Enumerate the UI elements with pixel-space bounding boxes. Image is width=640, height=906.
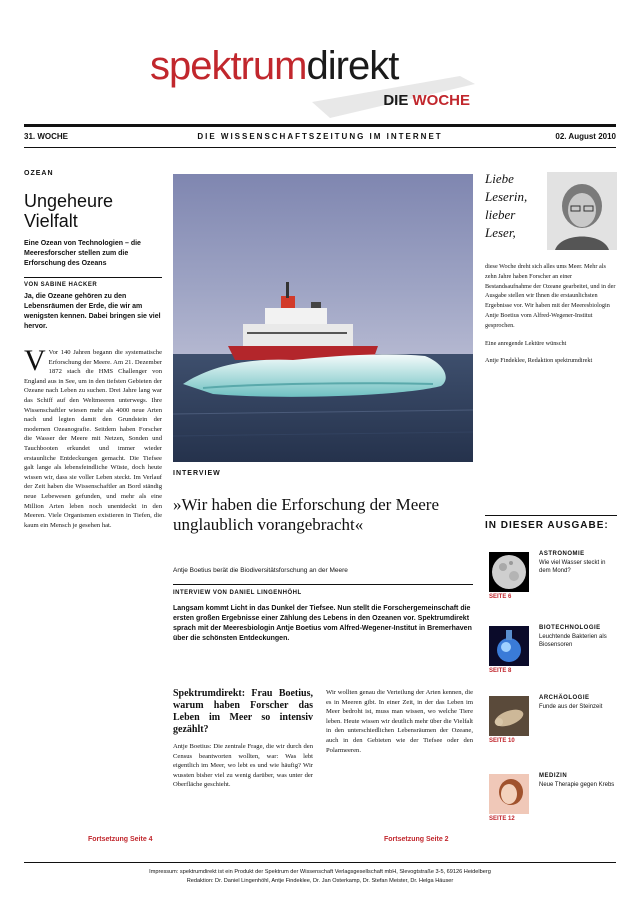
toc-item-title: MEDIZIN (539, 773, 568, 779)
toc-item-desc: Leuchtende Bakterien als Biosensoren (539, 633, 607, 648)
editorial-signature: Antje Findeklee, Redaktion spektrumdirekt (485, 357, 593, 365)
masthead-tagline: DIE WISSENSCHAFTSZEITUNG IM INTERNET (197, 132, 443, 141)
toc-item[interactable] (485, 770, 617, 822)
toc-item-desc: Neue Therapie gegen Krebs (539, 781, 615, 788)
interview-lead: Langsam kommt Licht in das Dunkel der Tiefsee. Nun stellt die Forschergemeinschaft die ersten großen Ergebnisse einer Zählung des Lebens in den Ozeanen vor. Spektrumdirekt sprach mit der Meeresbiologin Antje Boetius vom Alfred-Wegener-Institut in Bremerhaven über die schönsten Entdeckungen. (173, 605, 472, 642)
masthead-underline (24, 147, 616, 148)
editor-portrait (547, 172, 617, 250)
brand-part-2: direkt (306, 44, 399, 88)
imprint-line-1: Impressum: spektrumdirekt ist ein Produkt der Spektrum der Wissenschaft Verlagsgesellschaft mbH, Slevogtstraße 3-5, 69126 Heidelberg (149, 869, 491, 875)
brand-sub-woche: WOCHE (412, 92, 470, 109)
toc-item[interactable] (485, 622, 617, 674)
interview-kicker: INTERVIEW (173, 470, 221, 477)
toc-item-title: BIOTECHNOLOGIE (539, 625, 601, 631)
lead-author: VON SABINE HACKER (24, 282, 98, 288)
toc-item-page: SEITE 6 (489, 594, 512, 600)
interview-answer-2: Wir wollten genau die Verteilung der Arten kennen, die es in Meeren gibt. In einer Zeit, in der das Leben im Meer bedroht ist, muss man wissen, wo welche Tiere leben. Heute wissen wir deutlich mehr über die Vielfalt in den unterschiedlichen Lebensräumen der Ozeane, auch in den Gebieten wie der Tiefsee oder den Polarmeeren. (326, 689, 473, 754)
brand-sub-die: DIE (383, 92, 409, 109)
issue-number: 31. WOCHE (24, 132, 69, 141)
lead-body (24, 344, 162, 530)
interview-answer-1: Antje Boetius: Die zentrale Frage, die wir durch den Census beantworten wollten, war: Was lebt eigentlich im Meer, wo lebt es und wie häufig? Wir wussten bisher viel zu wenig darüber, was unter der Oberfläche geschieht. (173, 743, 313, 789)
toc-item-title: ASTRONOMIE (539, 551, 585, 557)
lead-subline: Eine Ozean von Technologien – die Meeresforscher stellen zum die Erforschung des Ozeans (24, 240, 141, 267)
toc-item-page: SEITE 12 (489, 816, 515, 822)
lead-rule (24, 277, 162, 278)
interview-byline: Antje Boetius berät die Biodiversitätsforschung an der Meere (173, 567, 348, 574)
lead-dropcap: V (24, 344, 46, 377)
editorial-body (485, 262, 617, 374)
toc-item[interactable] (485, 692, 617, 744)
interview-author: INTERVIEW VON DANIEL LINGENHÖHL (173, 590, 302, 596)
lead-teaser: Ja, die Ozeane gehören zu den Lebensräumen der Erde, die wir am wenigsten kennen. Dabei bringen sie viel hervor. (24, 293, 161, 330)
footer-imprint (24, 868, 616, 886)
masthead-rule (24, 124, 616, 127)
toc-item-page: SEITE 10 (489, 738, 515, 744)
masthead-logo[interactable] (150, 44, 480, 124)
toc-item-text (539, 624, 617, 650)
issue-date: 02. August 2010 (555, 132, 616, 141)
portrait-avatar-icon (547, 172, 617, 250)
interview-column-2 (326, 688, 473, 755)
lead-kicker: OZEAN (24, 170, 54, 177)
moon-thumbnail (489, 552, 529, 592)
person-icon (489, 774, 529, 814)
interview-column-1 (173, 688, 313, 790)
lead-article (24, 170, 162, 530)
interview-question: Spektrumdirekt: Frau Boetius, warum haben Forscher das Leben im Meer so intensiv gezählt? (173, 688, 313, 735)
moon-icon (489, 552, 529, 592)
toc-item-text (539, 694, 617, 711)
bone-thumbnail (489, 696, 529, 736)
brand-subtitle (320, 92, 470, 110)
flask-thumbnail (489, 626, 529, 666)
interview-rule (173, 584, 473, 585)
interview-headline[interactable]: »Wir haben die Erforschung der Meere unglaublich vorangebracht« (173, 495, 440, 534)
toc-item-desc: Funde aus der Steinzeit (539, 703, 603, 710)
imprint-line-2: Redaktion: Dr. Daniel Lingenhöhl, Antje Findeklee, Dr. Jan Osterkamp, Dr. Stefan Meister, Dr. Helga Häuser (186, 878, 454, 884)
masthead-infoline (24, 130, 616, 144)
lead-headline[interactable]: Ungeheure Vielfalt (24, 191, 114, 231)
interview-continued-link[interactable]: Fortsetzung Seite 2 (384, 836, 449, 843)
brand-part-1: spektrum (150, 44, 307, 88)
toc-rule (485, 515, 617, 516)
lead-continued-link[interactable]: Fortsetzung Seite 4 (88, 836, 153, 843)
research-ship-photo (173, 174, 473, 462)
toc-item-text (539, 550, 617, 576)
lead-body-text: Vor 140 Jahren begann die systematische Erforschung der Meere. Am 21. Dezember 1872 stach die HMS Challenger von England aus in See, um in den tiefsten Gebieten der Ozeane nach Leben zu suchen. Drei Jahre lang war das Schiff auf den Weltmeeren unterwegs. Ihre Wissenschaftler wiesen mehr als 4000 neue Arten nach und legten damit den Grundstein der modernen Ozeanografie. Seitdem haben Forscher die Wasser der Meere mit Netzen, Sonden und Tauchbooten erkundet und immer wieder erstaunliche Entdeckungen gemacht. Die Tiefsee galt lange als lebensfeindliche Wüste, doch heute wissen wir, dass sie voller Leben steckt. Im Verlauf der Zeit haben die Wissenschaftler an Bord ständig neue Lebewesen gefunden, und mehr als eine Million Arten leben noch unentdeckt in den Meeren. Viele Organismen existieren in Tiefen, die kaum ein Mensch je gesehen hat. (24, 349, 162, 529)
flask-icon (489, 626, 529, 666)
editorial-signoff: Eine anregende Lektüre wünscht (485, 339, 567, 347)
toc-item-title: ARCHÄOLOGIE (539, 695, 590, 701)
footer-rule (24, 862, 616, 863)
toc-item-text (539, 772, 617, 789)
toc-item-desc: Wie viel Wasser steckt in dem Mond? (539, 559, 606, 574)
bone-icon (489, 696, 529, 736)
toc-item[interactable] (485, 548, 617, 600)
editorial-text: diese Woche dreht sich alles ums Meer. Mehr als zehn Jahre haben Forscher an einer Bestandsaufnahme der Ozeane gearbeitet, und in der Ausgabe stellen wir Ihnen die erstaunlichsten Ergebnisse vor. Wir haben mit der Meeresbiologin Antje Boetius vom Alfred-Wegener-Institut gesprochen. (485, 263, 616, 329)
person-thumbnail (489, 774, 529, 814)
photo-illustration (173, 174, 473, 462)
toc-title: IN DIESER AUSGABE: (485, 520, 609, 531)
toc-item-page: SEITE 8 (489, 668, 512, 674)
editorial-heading: Liebe Leserin, lieber Leser, (485, 171, 528, 240)
